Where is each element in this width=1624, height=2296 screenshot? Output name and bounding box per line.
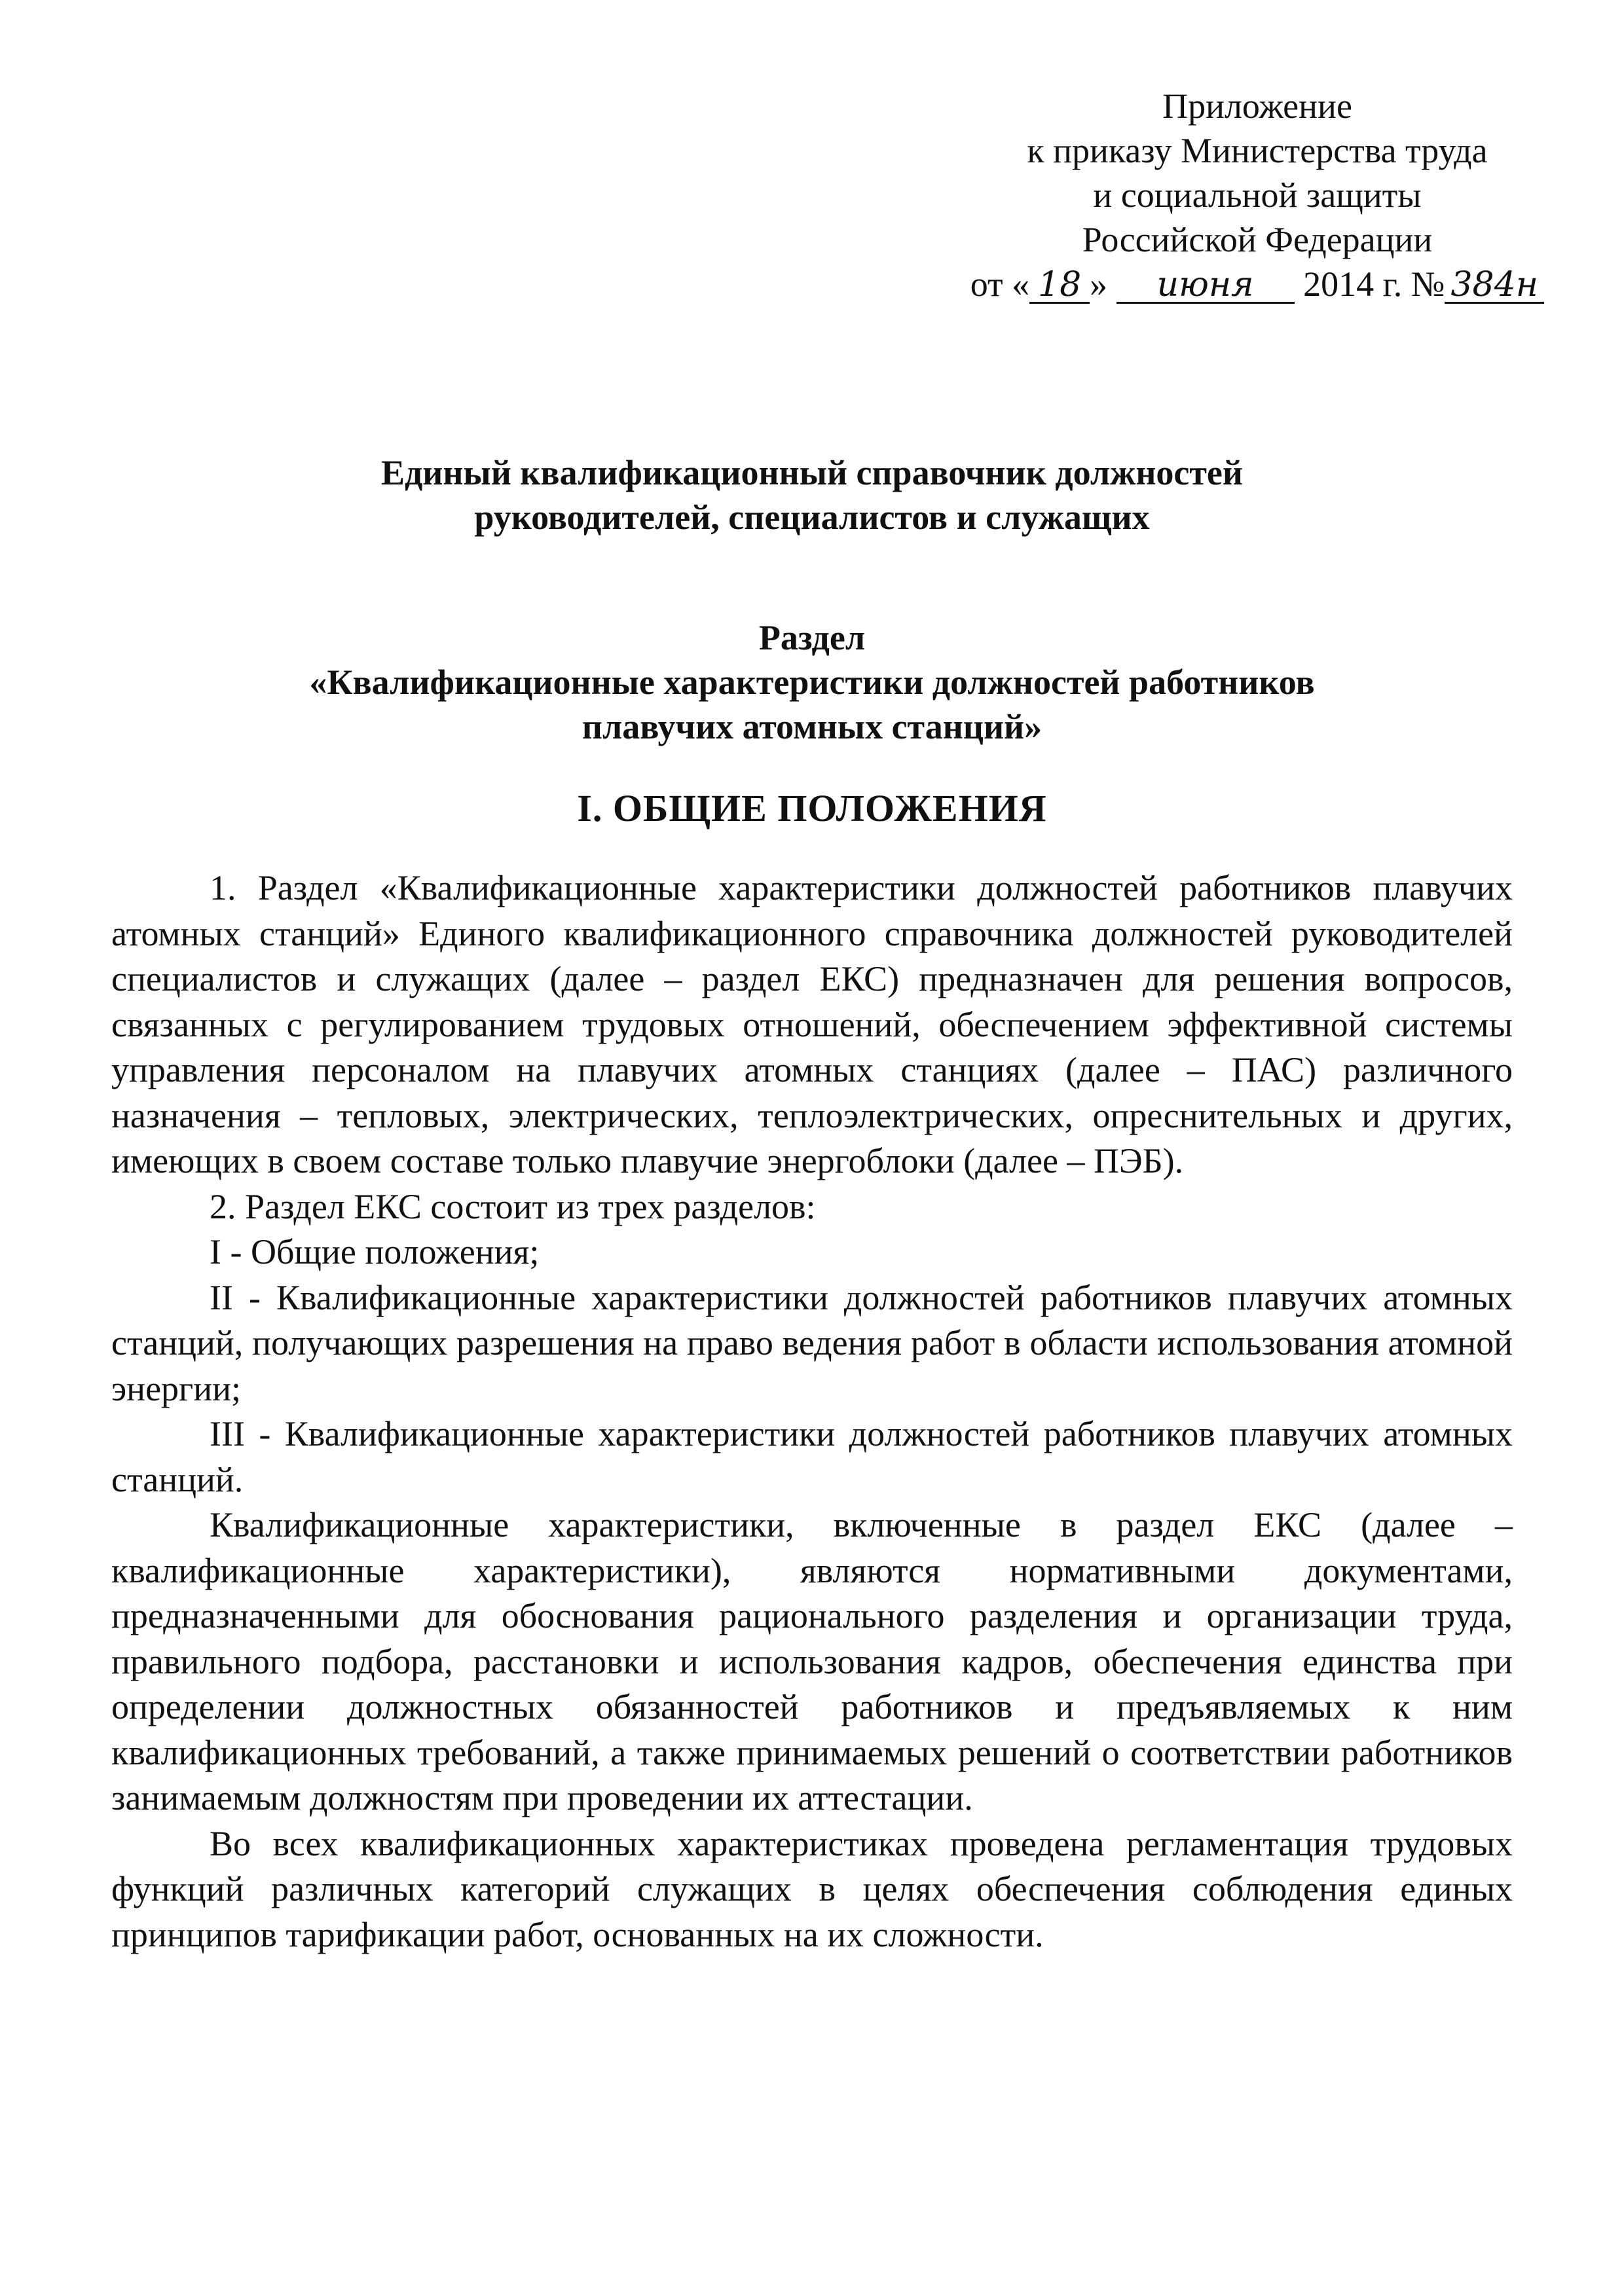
paragraph-1: 1. Раздел «Квалификационные характеристики должностей работников плавучих атомных станций» Единого квалификационного справочника должностей руководителей специалистов и служащих (далее – раздел ЕКС) предназначен для решения вопросов, связанных с регулированием трудовых отношений, обеспечением эффективной системы управления персоналом на плавучих атомных станциях (далее – ПАС) различного назначения – тепловых, электрических, теплоэлектрических, опреснительных и других, имеющих в своем составе только плавучие энергоблоки (далее – ПЭБ). (111, 868, 1513, 1180)
handwritten-order-number: 384н (1445, 268, 1544, 304)
date-prefix: от « (970, 264, 1030, 304)
paragraph-3: I - Общие положения; (210, 1232, 540, 1271)
approval-line-4: Российской Федерации (1082, 220, 1433, 259)
approval-line-2: к приказу Министерства труда (1027, 131, 1488, 170)
paragraph-2: 2. Раздел ЕКС состоит из трех разделов: (210, 1186, 816, 1226)
section-line-3: плавучих атомных станций» (581, 707, 1043, 746)
body-text (111, 866, 1513, 1958)
title-line-1: Единый квалификационный справочник должностей (380, 453, 1244, 492)
paragraph-7: Во всех квалификационных характеристиках проведена регламентация трудовых функций различных категорий служащих в целях обеспечения соблюдения единых принципов тарификации работ, основанных на их сложности. (111, 1823, 1513, 1954)
paragraph-5: III - Квалификационные характеристики должностей работников плавучих атомных станций. (111, 1414, 1513, 1499)
paragraph-6: Квалификационные характеристики, включенные в раздел ЕКС (далее – квалификационные характеристики), являются нормативными документами, предназначенными для обоснования рационального разделения и организации труда, правильного подбора, расстановки и использования кадров, обеспечения единства при определении должностных обязанностей работников и предъявляемых к ним квалификационных требований, а также принимаемых решений о соответствии работников занимаемым должностям при проведении их аттестации. (111, 1505, 1513, 1817)
document-title (0, 450, 1624, 539)
general-provisions-heading: I. ОБЩИЕ ПОЛОЖЕНИЯ (577, 787, 1047, 829)
approval-date-line (943, 262, 1572, 306)
title-line-2: руководителей, специалистов и служащих (474, 498, 1150, 537)
date-year: 2014 г. № (1303, 264, 1445, 304)
section-line-1: Раздел (758, 618, 866, 657)
section-line-2: «Квалификационные характеристики должностей работников (309, 663, 1315, 702)
approval-line-3: и социальной защиты (1093, 175, 1422, 215)
section-title (0, 615, 1624, 749)
date-quote-close: » (1090, 264, 1108, 304)
paragraph-4: II - Квалификационные характеристики должностей работников плавучих атомных станций, получающих разрешения на право ведения работ в области использования атомной энергии; (111, 1277, 1513, 1408)
approval-line-1: Приложение (1162, 86, 1352, 126)
approval-block (943, 84, 1572, 306)
handwritten-month: июня (1116, 268, 1295, 304)
handwritten-day: 18 (1029, 268, 1090, 304)
